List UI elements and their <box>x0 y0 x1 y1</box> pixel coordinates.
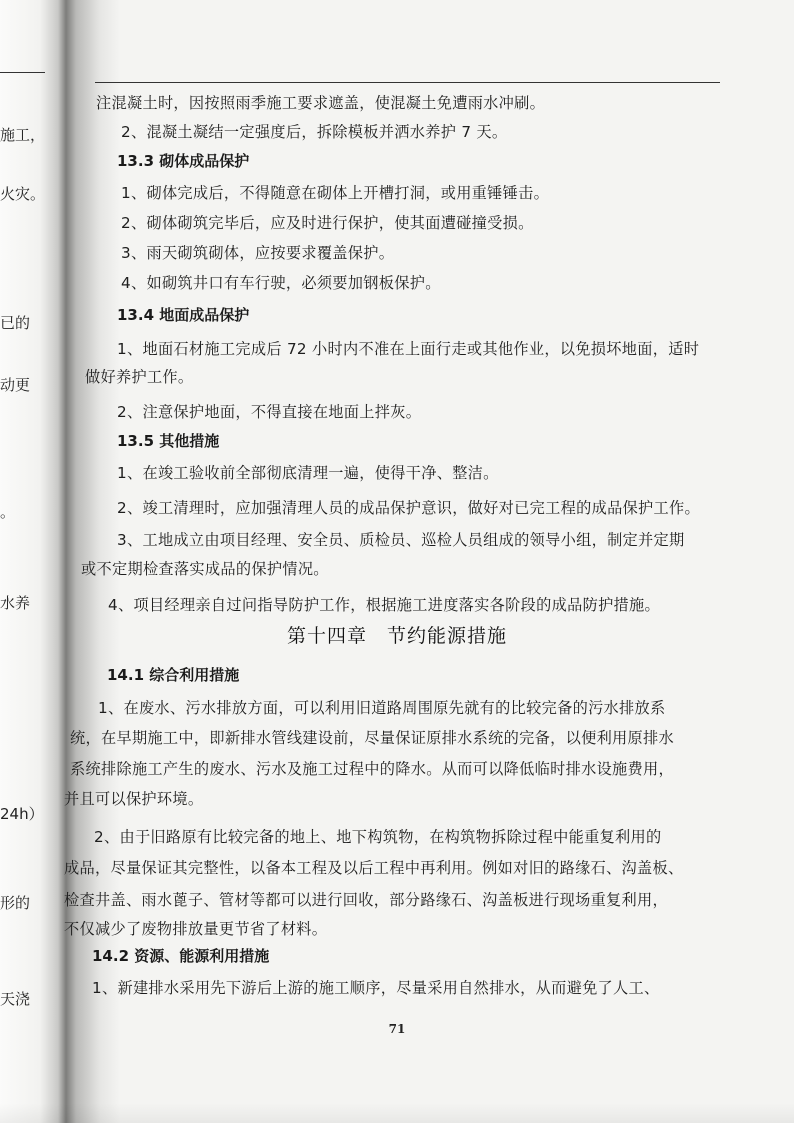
body-line: 4、项目经理亲自过问指导防护工作，根据施工进度落实各阶段的成品防护措施。 <box>108 596 661 614</box>
body-line: 4、如砌筑井口有车行驶，必须要加钢板保护。 <box>121 274 441 292</box>
scan-bottom-shade <box>0 1103 794 1123</box>
body-line: 1、在竣工验收前全部彻底清理一遍，使得干净、整洁。 <box>117 464 499 482</box>
body-line: 或不定期检查落实成品的保护情况。 <box>81 560 329 578</box>
body-line: 成品，尽量保证其完整性，以备本工程及以后工程中再利用。例如对旧的路缘石、沟盖板、 <box>64 859 684 877</box>
edge-fragment: 形的 <box>0 894 31 912</box>
body-line: 3、雨天砌筑砌体，应按要求覆盖保护。 <box>121 244 395 262</box>
body-line: 1、新建排水采用先下游后上游的施工顺序，尽量采用自然排水，从而避免了人工、 <box>92 979 660 997</box>
section-heading-13-4: 13.4 地面成品保护 <box>117 306 250 324</box>
header-rule-fragment <box>0 72 45 73</box>
body-line: 检查井盖、雨水蓖子、管材等都可以进行回收，部分路缘石、沟盖板进行现场重复利用， <box>64 891 669 909</box>
body-line: 2、竣工清理时，应加强清理人员的成品保护意识，做好对已完工程的成品保护工作。 <box>117 499 700 517</box>
body-line: 统，在早期施工中，即新排水管线建设前，尽量保证原排水系统的完备，以便利用原排水 <box>70 729 675 747</box>
body-line: 2、由于旧路原有比较完备的地上、地下构筑物，在构筑物拆除过程中能重复利用的 <box>94 828 662 846</box>
body-line: 做好养护工作。 <box>85 368 194 386</box>
page-number: 71 <box>388 1022 406 1036</box>
edge-fragment: 。 <box>0 503 16 521</box>
body-line: 不仅减少了废物排放量更节省了材料。 <box>64 920 328 938</box>
body-line: 1、砌体完成后，不得随意在砌体上开槽打洞，或用重锤锤击。 <box>121 184 550 202</box>
body-line: 2、混凝土凝结一定强度后，拆除模板并洒水养护 7 天。 <box>121 123 508 141</box>
edge-fragment: 24h） <box>0 805 44 823</box>
body-line: 1、地面石材施工完成后 72 小时内不准在上面行走或其他作业，以免损坏地面，适时 <box>117 340 700 358</box>
header-rule <box>95 82 720 83</box>
body-line: 3、工地成立由项目经理、安全员、质检员、巡检人员组成的领导小组，制定并定期 <box>117 531 685 549</box>
edge-fragment: 施工， <box>0 126 46 144</box>
body-line: 2、注意保护地面，不得直接在地面上拌灰。 <box>117 403 422 421</box>
chapter-title: 第十四章 节约能源措施 <box>286 625 507 647</box>
body-line: 1、在废水、污水排放方面，可以利用旧道路周围原先就有的比较完备的污水排放系 <box>98 699 666 717</box>
section-heading-13-3: 13.3 砌体成品保护 <box>117 152 250 170</box>
section-heading-14-2: 14.2 资源、能源利用措施 <box>92 947 270 965</box>
section-heading-13-5: 13.5 其他措施 <box>117 432 220 450</box>
body-line: 并且可以保护环境。 <box>64 790 204 808</box>
edge-fragment: 动更 <box>0 376 31 394</box>
edge-fragment: 水养 <box>0 594 31 612</box>
edge-fragment: 天浇 <box>0 990 31 1008</box>
edge-fragment: 已的 <box>0 314 31 332</box>
body-line: 注混凝土时，因按照雨季施工要求遮盖，使混凝土免遭雨水冲刷。 <box>96 94 546 112</box>
body-line: 2、砌体砌筑完毕后，应及时进行保护，使其面遭碰撞受损。 <box>121 214 534 232</box>
section-heading-14-1: 14.1 综合利用措施 <box>107 666 240 684</box>
body-line: 系统排除施工产生的废水、污水及施工过程中的降水。从而可以降低临时排水设施费用， <box>70 760 675 778</box>
edge-fragment: 火灾。 <box>0 185 46 203</box>
